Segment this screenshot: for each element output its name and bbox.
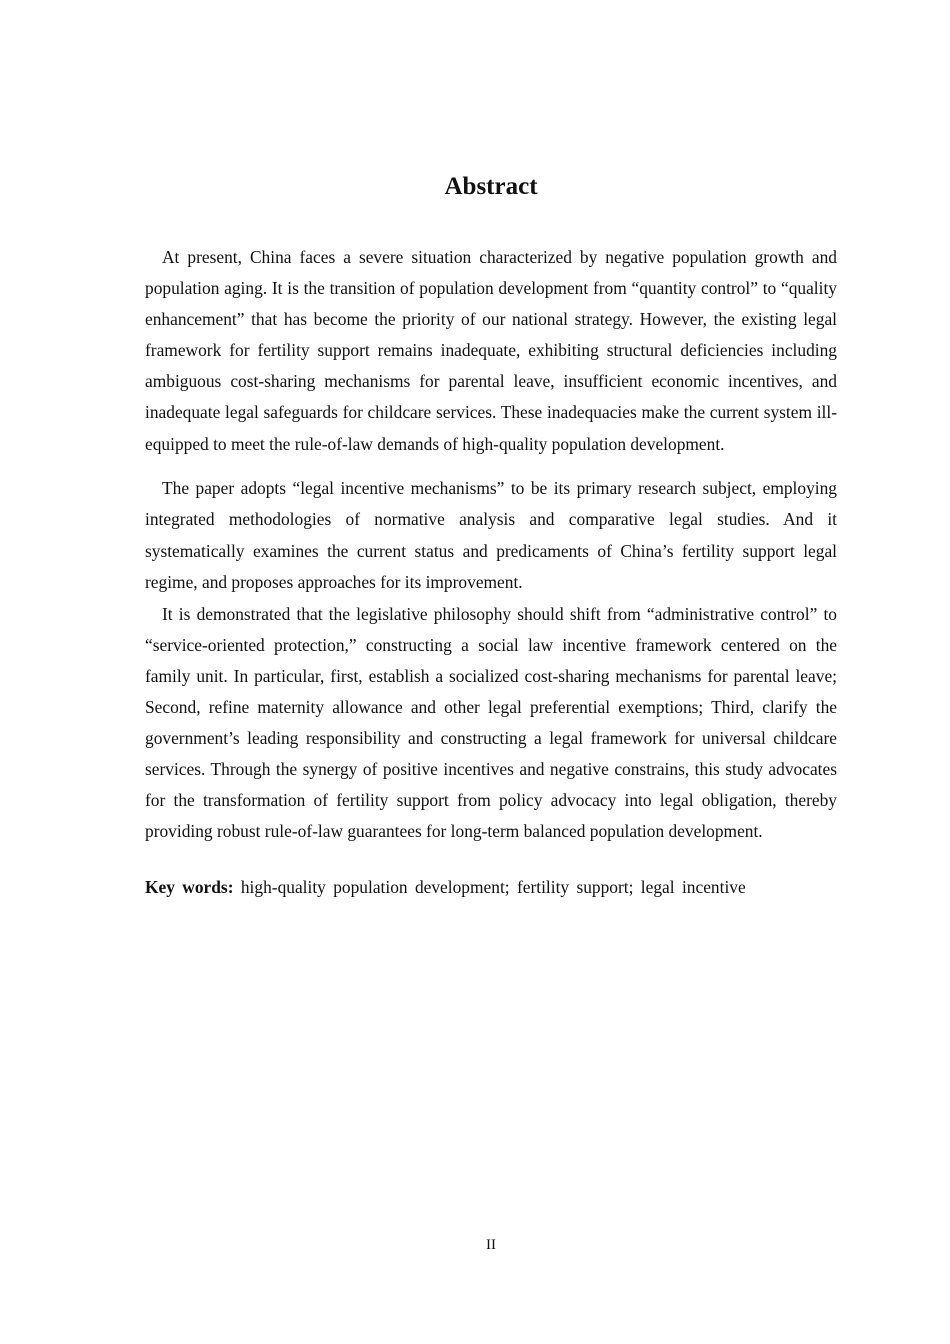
keywords-label: Key words: [145,877,234,898]
keywords-text: high-quality population development; fertility support; legal incentive [240,877,746,898]
abstract-paragraph-1: At present, China faces a severe situation characterized by negative population growth and population aging. It is the transition of population development from “quantity control” to “quality enhancement” that has become the priority of our national strategy. However, the existing legal framework for fertility support remains inadequate, exhibiting structural deficiencies including ambiguous cost-sharing mechanisms for parental leave, insufficient economic incentives, and inadequate legal safeguards for childcare services. These inadequacies make the current system ill-equipped to meet the rule-of-law demands of high-quality population development. [145,247,837,454]
page-title: Abstract [444,173,538,200]
abstract-body [145,242,837,904]
abstract-paragraph-3: It is demonstrated that the legislative philosophy should shift from “administrative control” to “service-oriented protection,” constructing a social law incentive framework centered on the family unit. In particular, first, establish a socialized cost-sharing mechanisms for parental leave; Second, refine maternity allowance and other legal preferential exemptions; Third, clarify the government’s leading responsibility and constructing a legal framework for universal childcare services. Through the synergy of positive incentives and negative constrains, this study advocates for the transformation of fertility support from policy advocacy into legal obligation, thereby providing robust rule-of-law guarantees for long-term balanced population development. [145,603,837,842]
page-number: II [486,1237,496,1253]
abstract-paragraph-2: The paper adopts “legal incentive mechanisms” to be its primary research subject, employing integrated methodologies of normative analysis and comparative legal studies. And it systematically examines the current status and predicaments of China’s fertility support legal regime, and proposes approaches for its improvement. [145,477,837,593]
keywords-line [145,872,837,903]
